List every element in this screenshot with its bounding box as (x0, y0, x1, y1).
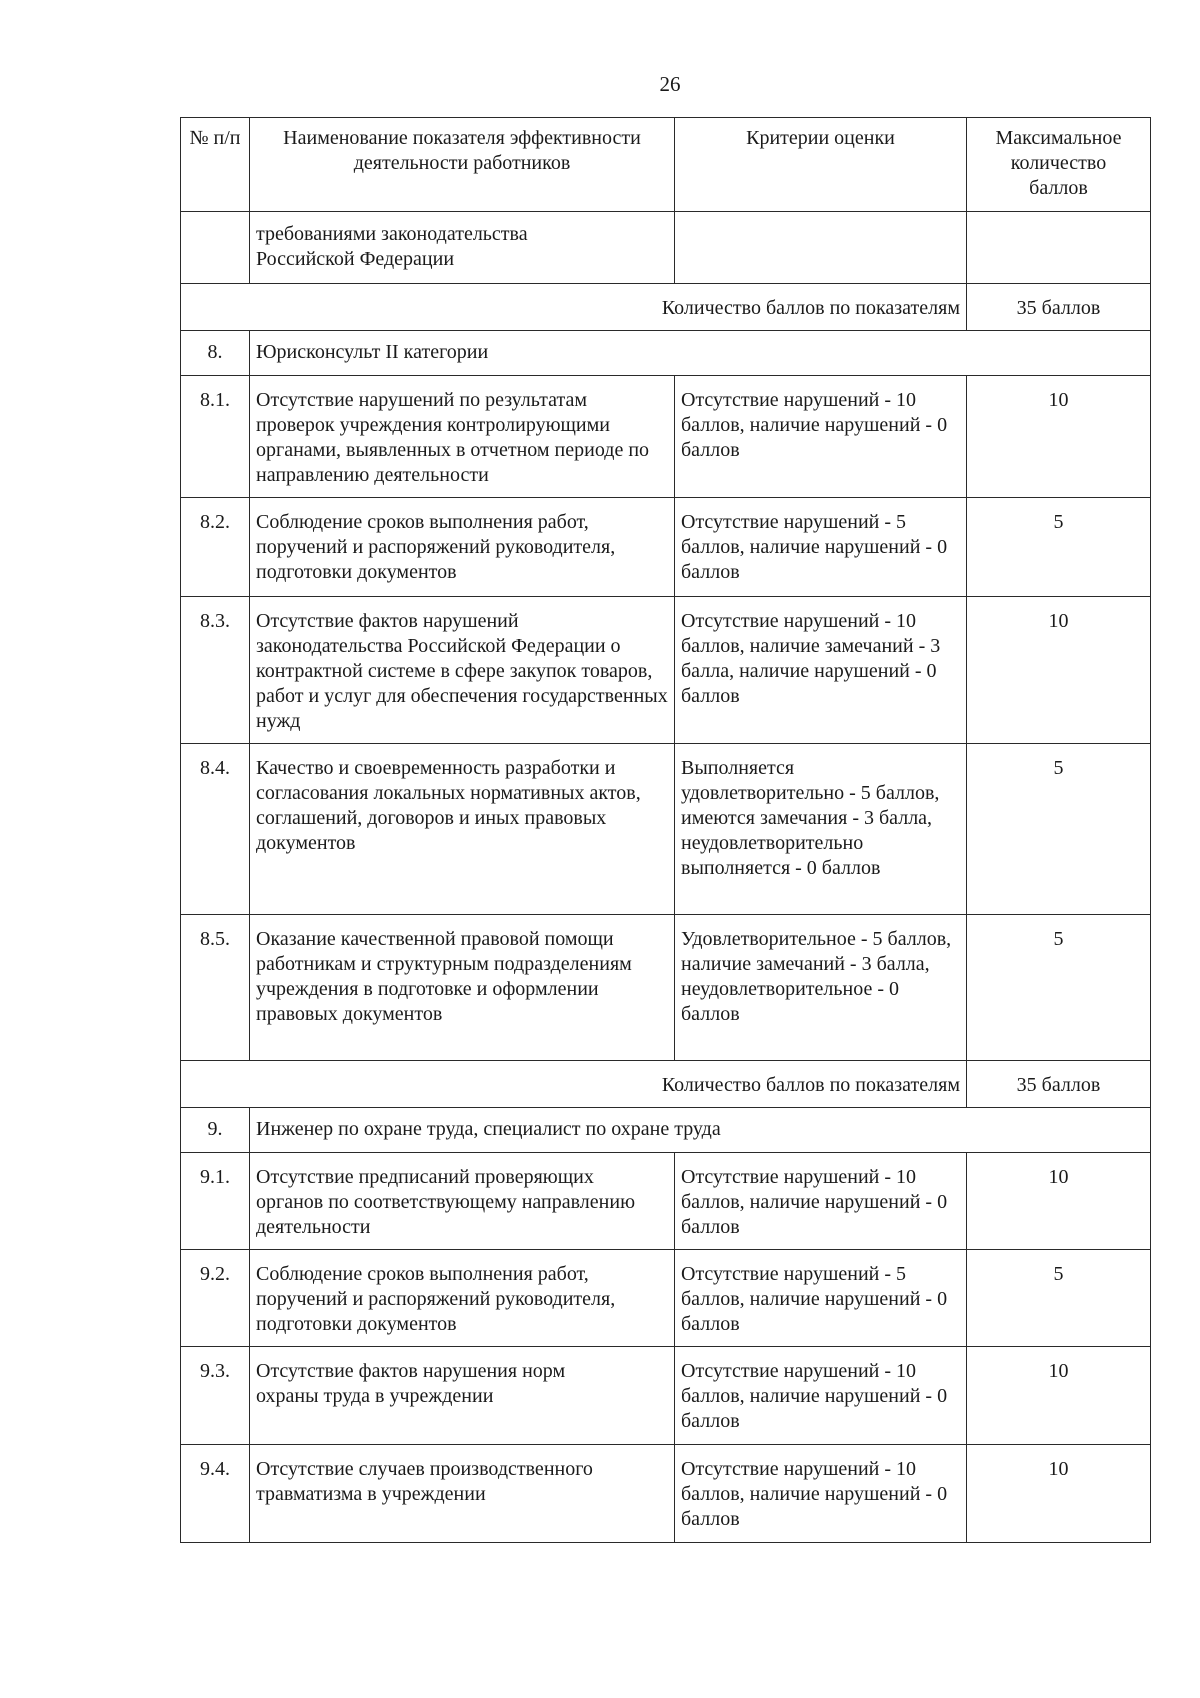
page-number: 26 (659, 72, 681, 96)
row-indicator: Отсутствие фактов нарушения норм охраны труда в учреждении (250, 1347, 675, 1445)
row-criteria: Выполняется удовлетворительно - 5 баллов, имеются замечания - 3 балла, неудовлетворительно выполняется - 0 баллов (675, 744, 967, 915)
row-num: 9.4. (181, 1445, 250, 1543)
row-indicator: Качество и своевременность разработки и согласования локальных нормативных актов, соглашений, договоров и иных правовых документов (250, 744, 675, 915)
row-num: 8.5. (181, 915, 250, 1061)
row-num: 9.3. (181, 1347, 250, 1445)
section-num: 8. (181, 331, 250, 376)
row-criteria: Удовлетворительное - 5 баллов, наличие замечаний - 3 балла, неудовлетворительное - 0 баллов (675, 915, 967, 1061)
row-max-score: 10 (967, 1153, 1151, 1250)
total-label: Количество баллов по показателям (181, 284, 967, 331)
row-indicator: Отсутствие предписаний проверяющих органов по соответствующему направлению деятельности (250, 1153, 675, 1250)
table-row (181, 498, 1151, 597)
row-max-score: 5 (967, 498, 1151, 597)
total-value: 35 баллов (967, 284, 1151, 331)
total-label: Количество баллов по показателям (181, 1061, 967, 1108)
total-row (181, 1061, 1151, 1108)
row-num: 8.4. (181, 744, 250, 915)
header-num: № п/п (181, 118, 250, 212)
table-row (181, 1153, 1151, 1250)
section-title: Инженер по охране труда, специалист по охране труда (250, 1108, 1151, 1153)
row-max-score: 10 (967, 376, 1151, 498)
row-criteria: Отсутствие нарушений - 10 баллов, наличие нарушений - 0 баллов (675, 376, 967, 498)
row-indicator: Отсутствие случаев производственного травматизма в учреждении (250, 1445, 675, 1543)
row-max-score: 5 (967, 744, 1151, 915)
row-criteria: Отсутствие нарушений - 10 баллов, наличие нарушений - 0 баллов (675, 1153, 967, 1250)
row-criteria: Отсутствие нарушений - 5 баллов, наличие нарушений - 0 баллов (675, 498, 967, 597)
row-indicator: Отсутствие фактов нарушений законодательства Российской Федерации о контрактной системе в сфере закупок товаров, работ и услуг для обеспечения государственных нужд (250, 597, 675, 744)
table-row (181, 1445, 1151, 1543)
continuation-criteria (675, 212, 967, 284)
row-indicator: Соблюдение сроков выполнения работ, поручений и распоряжений руководителя, подготовки документов (250, 498, 675, 597)
table-row (181, 915, 1151, 1061)
row-indicator: Оказание качественной правовой помощи работникам и структурным подразделениям учреждения в подготовке и оформлении правовых документов (250, 915, 675, 1061)
table-row (181, 1347, 1151, 1445)
row-criteria: Отсутствие нарушений - 10 баллов, наличие замечаний - 3 балла, наличие нарушений - 0 баллов (675, 597, 967, 744)
table-row (181, 1250, 1151, 1347)
row-num: 8.1. (181, 376, 250, 498)
row-num: 8.2. (181, 498, 250, 597)
performance-indicators-table (180, 117, 1151, 1543)
section-num: 9. (181, 1108, 250, 1153)
table-row (181, 597, 1151, 744)
continuation-name: требованиями законодательства Российской Федерации (250, 212, 675, 284)
section-title: Юрисконсульт II категории (250, 331, 1151, 376)
row-max-score: 10 (967, 1347, 1151, 1445)
row-criteria: Отсутствие нарушений - 10 баллов, наличие нарушений - 0 баллов (675, 1347, 967, 1445)
row-indicator: Отсутствие нарушений по результатам проверок учреждения контролирующими органами, выявленных в отчетном периоде по направлению деятельности (250, 376, 675, 498)
header-max: Максимальное количество баллов (967, 118, 1151, 212)
row-max-score: 5 (967, 915, 1151, 1061)
row-criteria: Отсутствие нарушений - 10 баллов, наличие нарушений - 0 баллов (675, 1445, 967, 1543)
header-criteria: Критерии оценки (675, 118, 967, 212)
continuation-row (181, 212, 1151, 284)
row-max-score: 10 (967, 597, 1151, 744)
row-indicator: Соблюдение сроков выполнения работ, поручений и распоряжений руководителя, подготовки документов (250, 1250, 675, 1347)
continuation-max (967, 212, 1151, 284)
total-row (181, 284, 1151, 331)
row-num: 8.3. (181, 597, 250, 744)
table-header-row (181, 118, 1151, 212)
row-max-score: 5 (967, 1250, 1151, 1347)
table-row (181, 376, 1151, 498)
table-row (181, 744, 1151, 915)
total-value: 35 баллов (967, 1061, 1151, 1108)
continuation-num (181, 212, 250, 284)
section-row (181, 1108, 1151, 1153)
section-row (181, 331, 1151, 376)
row-num: 9.1. (181, 1153, 250, 1250)
row-num: 9.2. (181, 1250, 250, 1347)
header-name: Наименование показателя эффективности деятельности работников (250, 118, 675, 212)
row-max-score: 10 (967, 1445, 1151, 1543)
row-criteria: Отсутствие нарушений - 5 баллов, наличие нарушений - 0 баллов (675, 1250, 967, 1347)
